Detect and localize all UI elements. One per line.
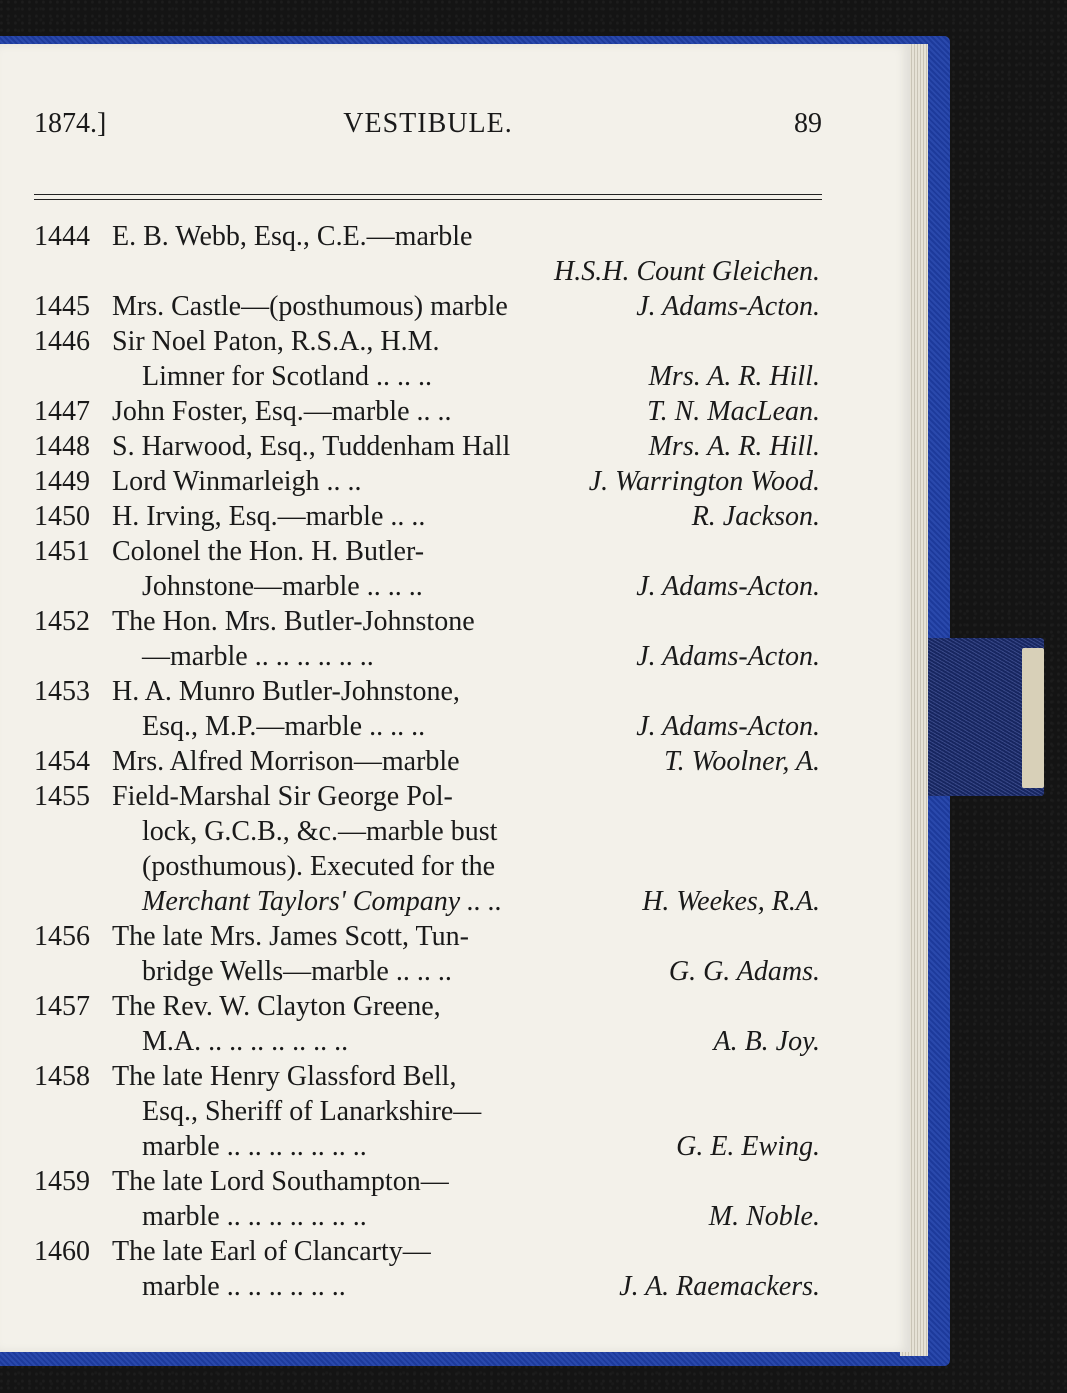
- catalogue-entry: [34, 464, 820, 499]
- entry-artist: H. Weekes, R.A.: [642, 886, 820, 917]
- entry-text: Field-Marshal Sir George Pol-: [112, 781, 453, 812]
- catalogue-entry: [34, 779, 820, 919]
- entry-number: 1455: [34, 781, 90, 812]
- entry-text: Lord Winmarleigh .. ..: [112, 466, 362, 497]
- catalogue-entry: [34, 429, 820, 464]
- entry-number: 1448: [34, 431, 90, 462]
- entry-artist: J. Adams-Acton.: [636, 571, 820, 602]
- entry-text: The Hon. Mrs. Butler-Johnstone: [112, 606, 475, 637]
- entry-number: 1445: [34, 291, 90, 322]
- entry-text-continued: lock, G.C.B., &c.—marble bust: [142, 816, 498, 847]
- entry-number: 1458: [34, 1061, 90, 1092]
- header-year: 1874.]: [34, 108, 107, 139]
- entry-number: 1457: [34, 991, 90, 1022]
- entry-number: 1444: [34, 221, 90, 252]
- page-number: 89: [794, 108, 822, 139]
- entry-text: Mrs. Castle—(posthumous) marble: [112, 291, 508, 322]
- entry-number: 1456: [34, 921, 90, 952]
- entry-text-continued: M.A. .. .. .. .. .. .. ..: [142, 1026, 349, 1057]
- entry-text: The Rev. W. Clayton Greene,: [112, 991, 441, 1022]
- catalogue-entry: [34, 1164, 820, 1234]
- catalogue-entry: [34, 499, 820, 534]
- entry-text-continued: Merchant Taylors' Company .. ..: [142, 886, 503, 917]
- catalogue-entry: [34, 324, 820, 394]
- entry-text: John Foster, Esq.—marble .. ..: [112, 396, 452, 427]
- catalogue-entry: [34, 674, 820, 744]
- bookmark-edge: [1022, 648, 1044, 788]
- catalogue-entry: [34, 744, 820, 779]
- entry-text-continued: Johnstone—marble .. .. ..: [142, 571, 423, 602]
- entry-artist: T. Woolner, A.: [664, 746, 820, 777]
- catalogue-entry: [34, 919, 820, 989]
- entry-text: H. A. Munro Butler-Johnstone,: [112, 676, 460, 707]
- entry-text: The late Henry Glassford Bell,: [112, 1061, 457, 1092]
- entry-text-continued: Esq., M.P.—marble .. .. ..: [142, 711, 426, 742]
- entry-number: 1447: [34, 396, 90, 427]
- entry-artist: A. B. Joy.: [713, 1026, 820, 1057]
- catalogue-entry: [34, 394, 820, 429]
- catalogue-entry: [34, 219, 820, 289]
- entry-artist: G. G. Adams.: [668, 956, 820, 987]
- entry-artist: T. N. MacLean.: [647, 396, 820, 427]
- header-rule-bottom: [34, 199, 822, 200]
- catalogue-entry: [34, 534, 820, 604]
- entry-text: E. B. Webb, Esq., C.E.—marble: [112, 221, 473, 252]
- entry-text-continued: Limner for Scotland .. .. ..: [142, 361, 433, 392]
- catalogue-entries: [34, 219, 820, 1304]
- entry-artist: R. Jackson.: [691, 501, 820, 532]
- entry-artist: J. Adams-Acton.: [636, 291, 820, 322]
- entry-text-continued: bridge Wells—marble .. .. ..: [142, 956, 452, 987]
- entry-number: 1452: [34, 606, 90, 637]
- entry-artist: Mrs. A. R. Hill.: [648, 361, 820, 392]
- entry-artist: M. Noble.: [708, 1201, 820, 1232]
- entry-text-continued: marble .. .. .. .. .. .. ..: [142, 1201, 367, 1232]
- entry-number: 1450: [34, 501, 90, 532]
- entry-text: The late Mrs. James Scott, Tun-: [112, 921, 469, 952]
- entry-text: H. Irving, Esq.—marble .. ..: [112, 501, 426, 532]
- entry-text-continued: (posthumous). Executed for the: [142, 851, 496, 882]
- entry-artist: J. Warrington Wood.: [588, 466, 820, 497]
- catalogue-entry: [34, 604, 820, 674]
- book-page: [0, 44, 910, 1352]
- entry-text-continued: —marble .. .. .. .. .. ..: [142, 641, 374, 672]
- catalogue-entry: [34, 289, 820, 324]
- entry-artist: H.S.H. Count Gleichen.: [554, 256, 820, 287]
- catalogue-entry: [34, 989, 820, 1059]
- entry-artist: Mrs. A. R. Hill.: [648, 431, 820, 462]
- entry-text: The late Lord Southampton—: [112, 1166, 449, 1197]
- entry-number: 1449: [34, 466, 90, 497]
- entry-text: S. Harwood, Esq., Tuddenham Hall: [112, 431, 511, 462]
- entry-number: 1454: [34, 746, 90, 777]
- entry-artist: J. Adams-Acton.: [636, 641, 820, 672]
- entry-text-continued: Esq., Sheriff of Lanarkshire—: [142, 1096, 482, 1127]
- entry-number: 1453: [34, 676, 90, 707]
- header-title: VESTIBULE.: [343, 108, 513, 139]
- entry-text: Sir Noel Paton, R.S.A., H.M.: [112, 326, 440, 357]
- catalogue-entry: [34, 1234, 820, 1304]
- entry-text: The late Earl of Clancarty—: [112, 1236, 431, 1267]
- entry-number: 1460: [34, 1236, 90, 1267]
- entry-text: Colonel the Hon. H. Butler-: [112, 536, 425, 567]
- running-header: [34, 108, 822, 148]
- entry-artist: J. A. Raemackers.: [619, 1271, 820, 1302]
- entry-artist: G. E. Ewing.: [676, 1131, 820, 1162]
- entry-number: 1459: [34, 1166, 90, 1197]
- entry-text-continued: marble .. .. .. .. .. .. ..: [142, 1131, 367, 1162]
- entry-number: 1446: [34, 326, 90, 357]
- entry-text-continued: marble .. .. .. .. .. ..: [142, 1271, 346, 1302]
- header-rule-top: [34, 194, 822, 195]
- entry-artist: J. Adams-Acton.: [636, 711, 820, 742]
- entry-number: 1451: [34, 536, 90, 567]
- catalogue-entry: [34, 1059, 820, 1164]
- entry-text: Mrs. Alfred Morrison—marble: [112, 746, 460, 777]
